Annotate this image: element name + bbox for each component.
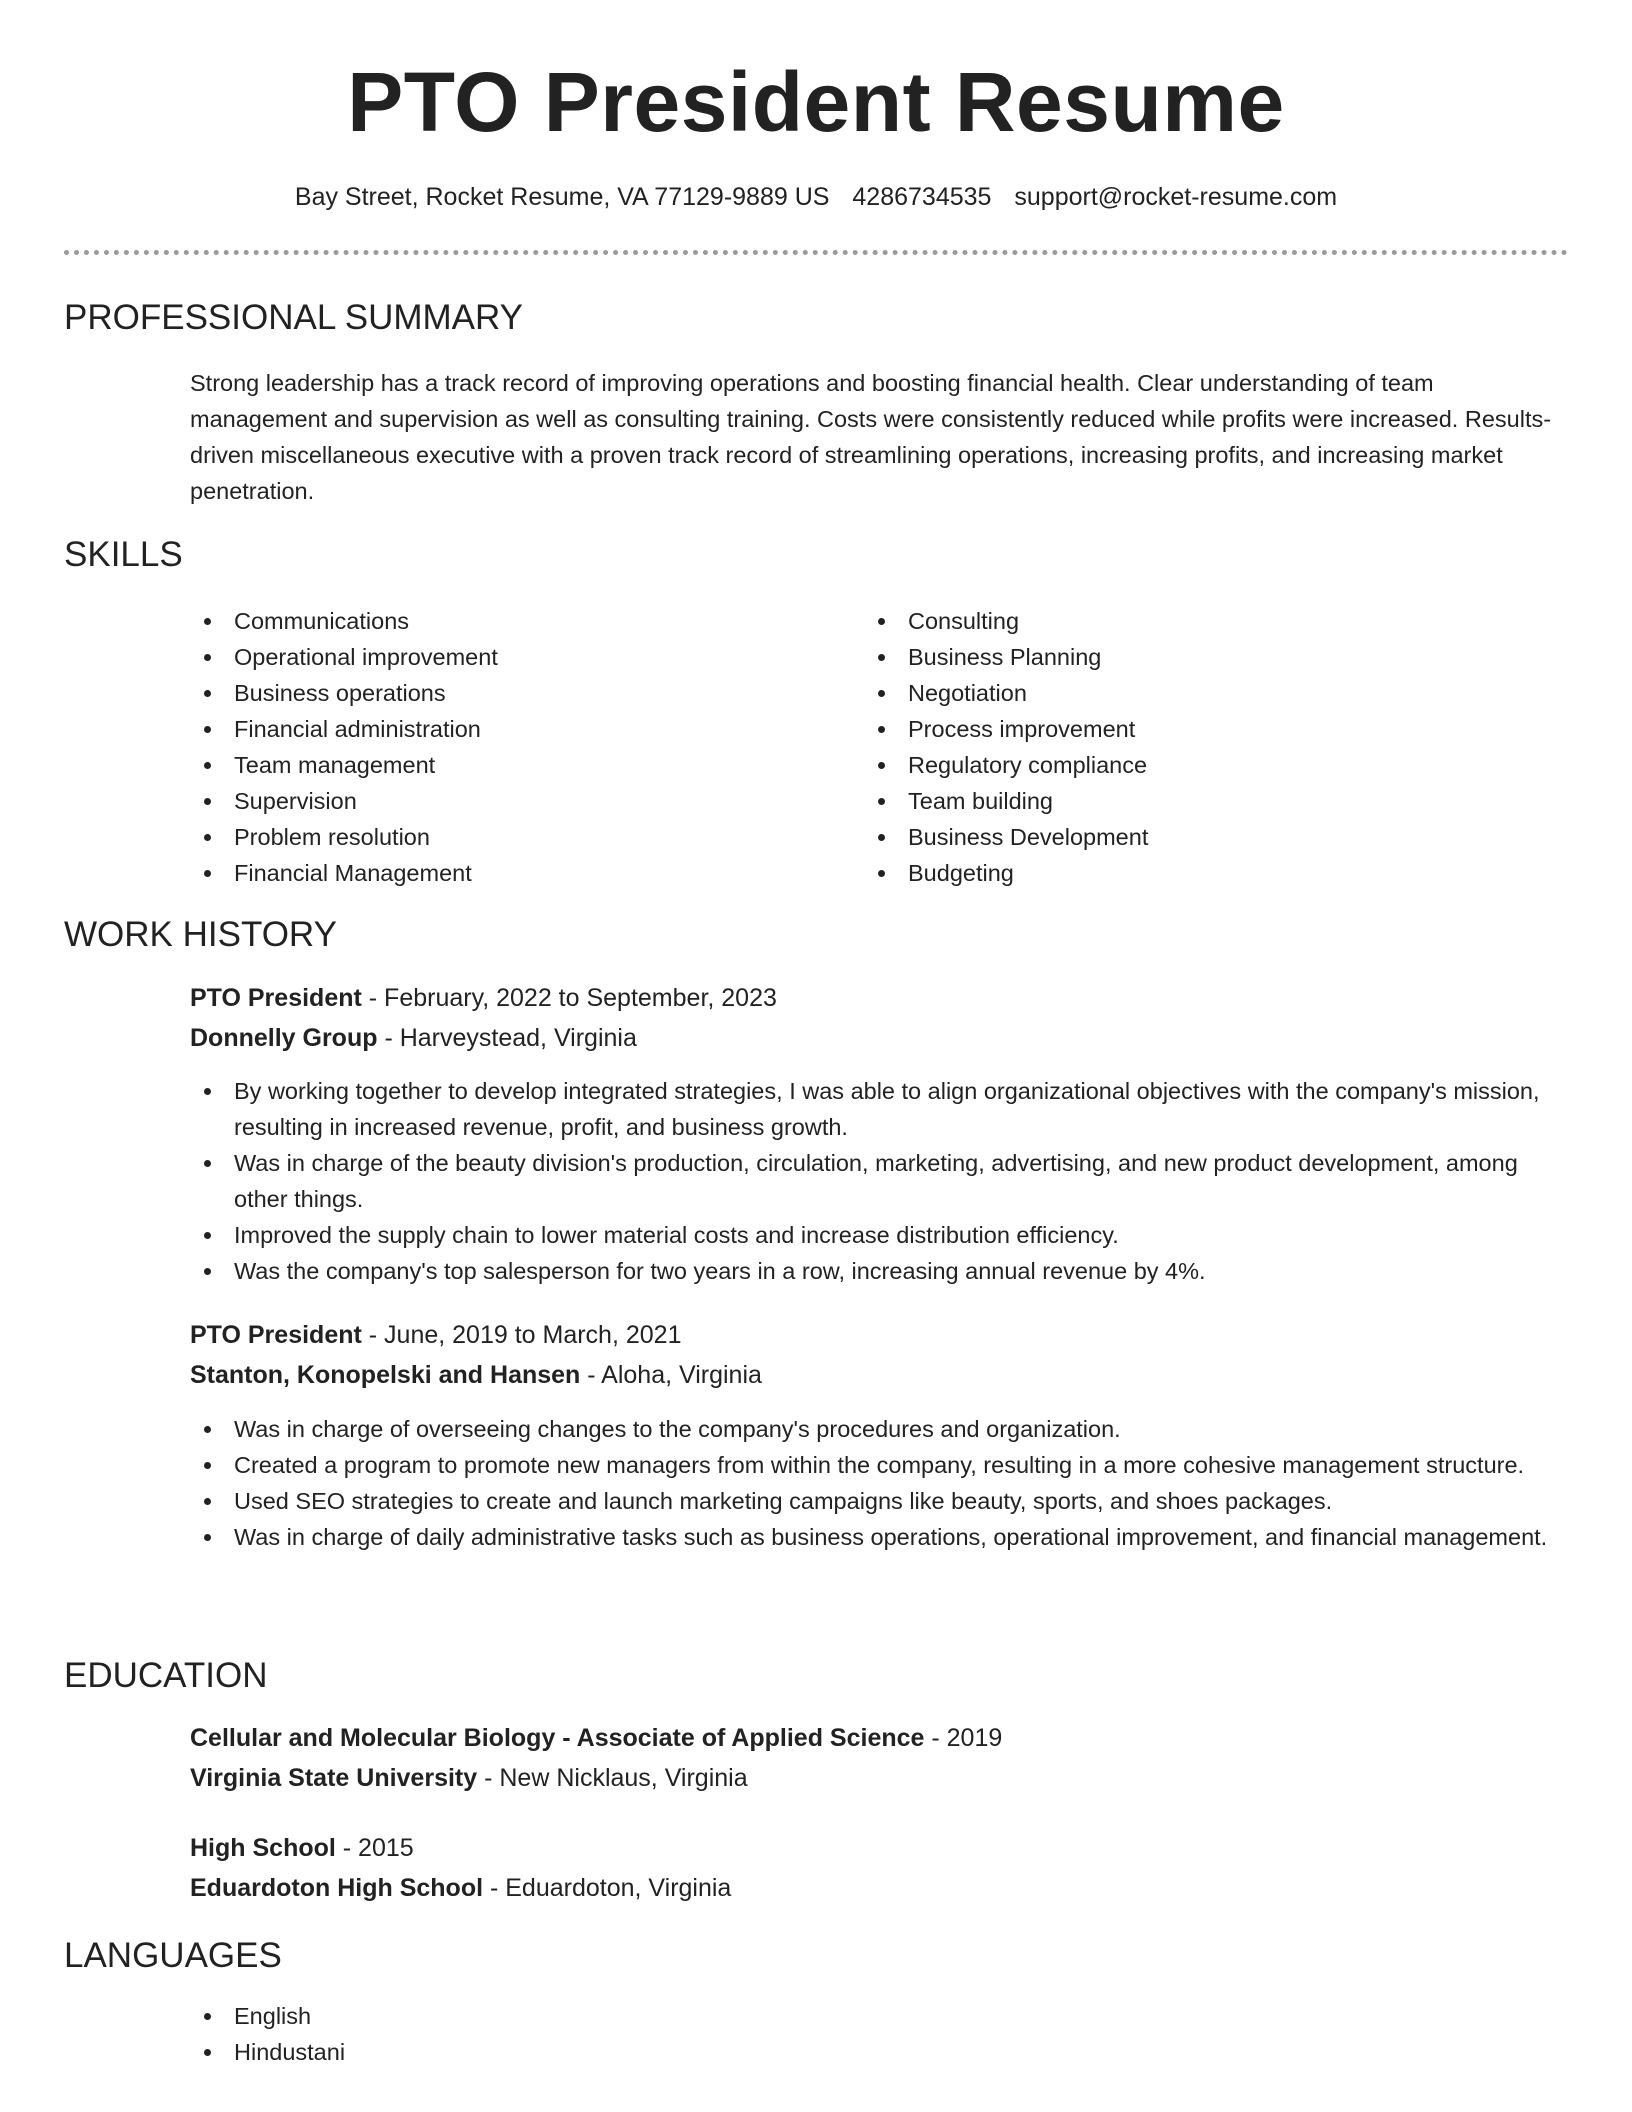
skill-item: Consulting: [864, 603, 1524, 639]
education-degree: High School: [190, 1834, 336, 1862]
job-title-line: [190, 1315, 681, 1355]
job-location: - Harveystead, Virginia: [377, 1024, 637, 1052]
skill-item: Negotiation: [864, 675, 1524, 711]
job-dates: - June, 2019 to March, 2021: [361, 1321, 682, 1349]
skill-item: Business Planning: [864, 639, 1524, 675]
job-company: Stanton, Konopelski and Hansen: [190, 1361, 581, 1389]
job-bullet: Created a program to promote new managers from within the company, resulting in a more cohesive management structure.: [190, 1447, 1568, 1483]
job-company: Donnelly Group: [190, 1024, 378, 1052]
skill-item: Business operations: [190, 675, 850, 711]
education-school-line: [190, 1868, 731, 1908]
job-dates: - February, 2022 to September, 2023: [361, 984, 777, 1012]
education-location: - Eduardoton, Virginia: [483, 1874, 732, 1902]
skill-item: Regulatory compliance: [864, 747, 1524, 783]
skill-item: Business Development: [864, 819, 1524, 855]
skills-list-right: [864, 603, 1524, 891]
language-item: English: [190, 1998, 1568, 2034]
contact-address: Bay Street, Rocket Resume, VA 77129-9889 US: [294, 183, 830, 211]
education-degree-line: [190, 1828, 414, 1868]
job-title-line: [190, 978, 777, 1018]
education-degree: Cellular and Molecular Biology - Associate of Applied Science: [190, 1724, 925, 1752]
job-bullet: Was the company's top salesperson for two years in a row, increasing annual revenue by 4%.: [190, 1253, 1568, 1289]
language-item: Hindustani: [190, 2034, 1568, 2070]
summary-text: Strong leadership has a track record of improving operations and boosting financial health. Clear understanding of team management and supervision as well as consulting training. Costs were consistently reduced while profits were increased. Results-driven miscellaneous executive with a proven track record of streamlining operations, increasing profits, and increasing market penetration.: [190, 370, 1552, 504]
header-divider: [64, 250, 1568, 255]
education-location: - New Nicklaus, Virginia: [477, 1764, 748, 1792]
job-bullet: Was in charge of daily administrative tasks such as business operations, operational improvement, and financial management.: [190, 1519, 1568, 1555]
job-bullet: By working together to develop integrated strategies, I was able to align organizational objectives with the company's mission, resulting in increased revenue, profit, and business growth.: [190, 1073, 1568, 1145]
skill-item: Team building: [864, 783, 1524, 819]
section-title-work-history: WORK HISTORY: [64, 915, 337, 954]
education-school: Virginia State University: [190, 1764, 478, 1792]
job-bullet: Used SEO strategies to create and launch marketing campaigns like beauty, sports, and shoes packages.: [190, 1483, 1568, 1519]
skill-item: Financial administration: [190, 711, 850, 747]
skill-item: Financial Management: [190, 855, 850, 891]
job-title: PTO President: [190, 1321, 362, 1349]
section-title-languages: LANGUAGES: [64, 1936, 282, 1975]
contact-phone: 4286734535: [852, 183, 992, 211]
education-school: Eduardoton High School: [190, 1874, 484, 1902]
skill-item: Operational improvement: [190, 639, 850, 675]
job-company-line: [190, 1018, 637, 1058]
languages-list: [190, 1998, 1568, 2070]
job-bullet: Was in charge of the beauty division's production, circulation, marketing, advertising, and new product development, among other things.: [190, 1145, 1568, 1217]
job-bullet: Improved the supply chain to lower material costs and increase distribution efficiency.: [190, 1217, 1568, 1253]
contact-email: support@rocket-resume.com: [1014, 183, 1338, 211]
resume-title: PTO President Resume: [347, 55, 1285, 149]
education-year: - 2019: [924, 1724, 1003, 1752]
job-location: - Aloha, Virginia: [580, 1361, 762, 1389]
skill-item: Supervision: [190, 783, 850, 819]
contact-line: [64, 180, 1568, 214]
education-year: - 2015: [335, 1834, 414, 1862]
section-title-summary: PROFESSIONAL SUMMARY: [64, 298, 523, 337]
section-title-education: EDUCATION: [64, 1656, 268, 1695]
education-degree-line: [190, 1718, 1002, 1758]
job-bullets: [190, 1073, 1568, 1289]
skill-item: Process improvement: [864, 711, 1524, 747]
skill-item: Communications: [190, 603, 850, 639]
skill-item: Team management: [190, 747, 850, 783]
job-company-line: [190, 1355, 762, 1395]
job-title: PTO President: [190, 984, 362, 1012]
job-bullet: Was in charge of overseeing changes to the company's procedures and organization.: [190, 1411, 1568, 1447]
education-school-line: [190, 1758, 748, 1798]
skill-item: Problem resolution: [190, 819, 850, 855]
job-bullets: [190, 1411, 1568, 1555]
section-title-skills: SKILLS: [64, 535, 183, 574]
skill-item: Budgeting: [864, 855, 1524, 891]
skills-list-left: [190, 603, 850, 891]
